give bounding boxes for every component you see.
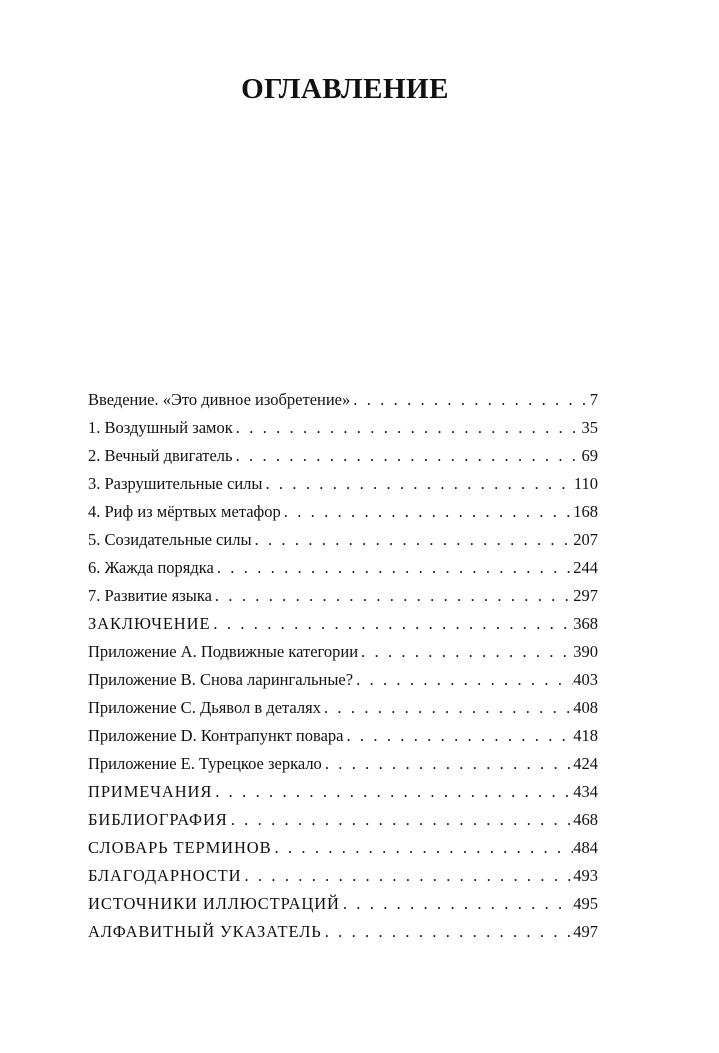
toc-entry [88, 386, 598, 414]
toc-entry-page: 434 [573, 782, 598, 801]
toc-entry-title: СЛОВАРЬ ТЕРМИНОВ [88, 838, 272, 857]
toc-entry [88, 582, 598, 610]
toc-entry [88, 610, 598, 638]
dot-leader [272, 834, 574, 862]
toc-entry [88, 834, 598, 862]
toc-entry-page: 408 [573, 698, 598, 717]
dot-leader [322, 750, 573, 778]
toc-entry-page: 418 [573, 726, 598, 745]
table-of-contents [88, 386, 598, 946]
dot-leader [212, 778, 573, 806]
toc-entry-title: Приложение D. Контрапункт повара [88, 726, 344, 745]
toc-entry-title: 4. Риф из мёртвых метафор [88, 502, 281, 521]
toc-entry [88, 526, 598, 554]
dot-leader [252, 526, 574, 554]
toc-entry [88, 750, 598, 778]
toc-entry [88, 442, 598, 470]
toc-entry-page: 468 [573, 810, 598, 829]
toc-entry-page: 403 [573, 670, 598, 689]
dot-leader [228, 806, 574, 834]
dot-leader [210, 610, 573, 638]
toc-entry-page: 495 [573, 894, 598, 913]
toc-entry [88, 722, 598, 750]
toc-entry-page: 207 [573, 530, 598, 549]
toc-entry [88, 890, 598, 918]
page-title: ОГЛАВЛЕНИЕ [241, 73, 449, 106]
toc-entry-page: 69 [581, 446, 598, 465]
dot-leader [214, 554, 573, 582]
toc-entry-title: 3. Разрушительные силы [88, 474, 263, 493]
toc-entry [88, 862, 598, 890]
toc-entry-title: 2. Вечный двигатель [88, 446, 233, 465]
toc-entry-title: 1. Воздушный замок [88, 418, 233, 437]
toc-entry [88, 414, 598, 442]
toc-entry [88, 554, 598, 582]
toc-entry [88, 918, 598, 946]
dot-leader [350, 386, 589, 414]
dot-leader [353, 666, 573, 694]
toc-entry-page: 368 [573, 614, 598, 633]
toc-entry-title: 7. Развитие языка [88, 586, 212, 605]
toc-entry [88, 666, 598, 694]
toc-entry-page: 297 [573, 586, 598, 605]
toc-entry-title: 5. Созидательные силы [88, 530, 252, 549]
toc-entry-page: 7 [589, 390, 598, 409]
toc-entry [88, 470, 598, 498]
dot-leader [322, 918, 574, 946]
toc-entry-title: АЛФАВИТНЫЙ УКАЗАТЕЛЬ [88, 922, 322, 941]
toc-entry-page: 484 [573, 838, 598, 857]
dot-leader [262, 470, 573, 498]
dot-leader [212, 582, 573, 610]
dot-leader [321, 694, 573, 722]
toc-entry-page: 168 [573, 502, 598, 521]
dot-leader [241, 862, 573, 890]
toc-entry-page: 390 [573, 642, 598, 661]
dot-leader [343, 722, 573, 750]
toc-entry-title: Приложение E. Турецкое зеркало [88, 754, 322, 773]
toc-entry-title: ЗАКЛЮЧЕНИЕ [88, 614, 211, 633]
dot-leader [281, 498, 574, 526]
toc-entry-page: 35 [581, 418, 598, 437]
toc-entry-title: БИБЛИОГРАФИЯ [88, 810, 228, 829]
dot-leader [340, 890, 573, 918]
dot-leader [358, 638, 573, 666]
toc-entry-title: Приложение C. Дьявол в деталях [88, 698, 321, 717]
dot-leader [233, 442, 582, 470]
toc-entry-title: 6. Жажда порядка [88, 558, 214, 577]
toc-entry-page: 493 [573, 866, 598, 885]
toc-entry [88, 778, 598, 806]
toc-entry [88, 498, 598, 526]
toc-entry-page: 244 [573, 558, 598, 577]
toc-entry-title: Приложение A. Подвижные категории [88, 642, 359, 661]
toc-entry-title: БЛАГОДАРНОСТИ [88, 866, 242, 885]
toc-entry-page: 497 [573, 922, 598, 941]
toc-entry-title: ИСТОЧНИКИ ИЛЛЮСТРАЦИЙ [88, 894, 340, 913]
toc-entry-title: Приложение B. Снова ларингальные? [88, 670, 354, 689]
toc-entry-title: Введение. «Это дивное изобретение» [88, 390, 351, 409]
toc-entry [88, 806, 598, 834]
toc-entry [88, 694, 598, 722]
toc-entry [88, 638, 598, 666]
toc-entry-title: ПРИМЕЧАНИЯ [88, 782, 213, 801]
dot-leader [233, 414, 582, 442]
toc-entry-page: 110 [573, 474, 598, 493]
toc-entry-page: 424 [573, 754, 598, 773]
